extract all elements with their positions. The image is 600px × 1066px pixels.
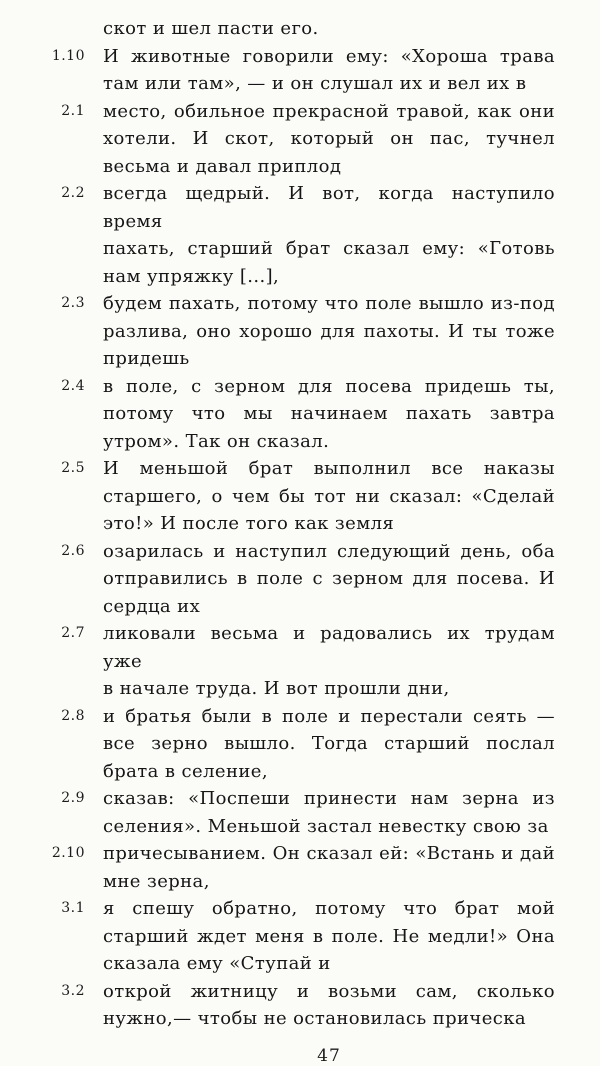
verse-line: весьма и давал приплод [103, 155, 342, 177]
verse-line: сердца их [103, 595, 201, 617]
verse-number: 2.5 [61, 460, 85, 476]
verse-row [0, 43, 600, 98]
verse-number: 2.6 [61, 542, 85, 559]
verse-line: пахать, старший брат сказал ему: «Готовь [103, 238, 555, 259]
verse-number: 2.9 [61, 790, 85, 806]
verse-line: нам упряжку [...], [103, 265, 280, 287]
verse-line: скот и шел пасти его. [103, 18, 319, 39]
verse-line: в поле, с зерном для посева придешь ты, [103, 375, 555, 397]
verse-line: ликовали весьма и радовались их трудам уже [103, 623, 555, 672]
verse-line: причесыванием. Он сказал ей: «Встань и дай [103, 843, 555, 864]
verse-line: брата в селение, [103, 760, 268, 782]
verse-text [103, 840, 555, 895]
verse-text [103, 290, 555, 373]
verse-text [103, 895, 555, 978]
verse-row [0, 895, 600, 978]
verse-number: 2.2 [61, 185, 85, 201]
verse-row [0, 785, 600, 840]
verse-text [103, 978, 555, 1033]
page-number: 47 [317, 1045, 341, 1066]
verse-line: там или там», — и он слушал их и вел их в [103, 73, 527, 94]
verse-text [103, 43, 555, 98]
verse-line: сказав: «Поспеши принести нам зерна из [103, 788, 555, 809]
verse-text [103, 538, 555, 621]
verse-text [103, 373, 555, 456]
verse-line: озарилась и наступил следующий день, оба [103, 540, 555, 562]
verse-number: 1.10 [51, 47, 85, 64]
verse-row [0, 290, 600, 373]
verse-row [0, 180, 600, 290]
verse-line: придешь [103, 348, 190, 369]
verse-text [103, 98, 555, 181]
verse-text [103, 180, 555, 290]
verse-number: 3.2 [61, 982, 85, 999]
verse-row [0, 840, 600, 895]
verse-line: мне зерна, [103, 870, 210, 892]
verse-line: это!» И после того как земля [103, 513, 395, 534]
verse-text [103, 620, 555, 703]
verse-row [0, 703, 600, 786]
verse-line: потому что мы начинаем пахать завтра [103, 403, 555, 424]
verse-line: И меньшой брат выполнил все наказы [103, 458, 555, 479]
verse-line: все зерно вышло. Тогда старший послал [103, 733, 555, 754]
verse-number: 3.1 [61, 900, 85, 916]
verse-text [103, 785, 555, 840]
verse-line: я спешу обратно, потому что брат мой [103, 898, 555, 919]
verse-line: утром». Так он сказал. [103, 430, 330, 452]
verse-number: 2.7 [61, 625, 85, 641]
verse-line: хотели. И скот, который он пас, тучнел [103, 128, 555, 149]
verse-line: старший ждет меня в поле. Не медли!» Она [103, 925, 555, 947]
verse-line: нужно,— чтобы не остановилась прическа [103, 1008, 527, 1029]
verse-line: разлива, оно хорошо для пахоты. И ты тоже [103, 320, 555, 342]
verse-line: и братья были в поле и перестали сеять — [103, 705, 555, 727]
verse-line: И животные говорили ему: «Хороша трава [103, 45, 555, 67]
verse-line: сказала ему «Ступай и [103, 953, 331, 974]
verse-number: 2.4 [61, 377, 85, 394]
verse-text [103, 455, 555, 538]
verse-line: селения». Меньшой застал невестку свою за [103, 815, 549, 837]
verse-number: 2.3 [61, 295, 85, 311]
verse-line: старшего, о чем бы тот ни сказал: «Сделай [103, 485, 555, 507]
verse-number: 2.10 [51, 845, 85, 861]
verse-line: будем пахать, потому что поле вышло из-под [103, 293, 555, 314]
verse-row [0, 978, 600, 1033]
verse-row [0, 538, 600, 621]
verse-row [0, 15, 600, 43]
verse-text [103, 15, 555, 43]
verse-row [0, 98, 600, 181]
verse-line: всегда щедрый. И вот, когда наступило время [103, 183, 555, 232]
verse-row [0, 620, 600, 703]
verse-number: 2.1 [61, 102, 85, 119]
verse-row [0, 373, 600, 456]
verse-number: 2.8 [61, 707, 85, 724]
verse-line: отправились в поле с зерном для посева. И [103, 568, 555, 589]
verse-row [0, 455, 600, 538]
verse-list [0, 15, 600, 1033]
verse-line: открой житницу и возьми сам, сколько [103, 980, 555, 1002]
verse-text [103, 703, 555, 786]
verse-line: место, обильное прекрасной травой, как они [103, 100, 555, 122]
verse-line: в начале труда. И вот прошли дни, [103, 678, 450, 699]
